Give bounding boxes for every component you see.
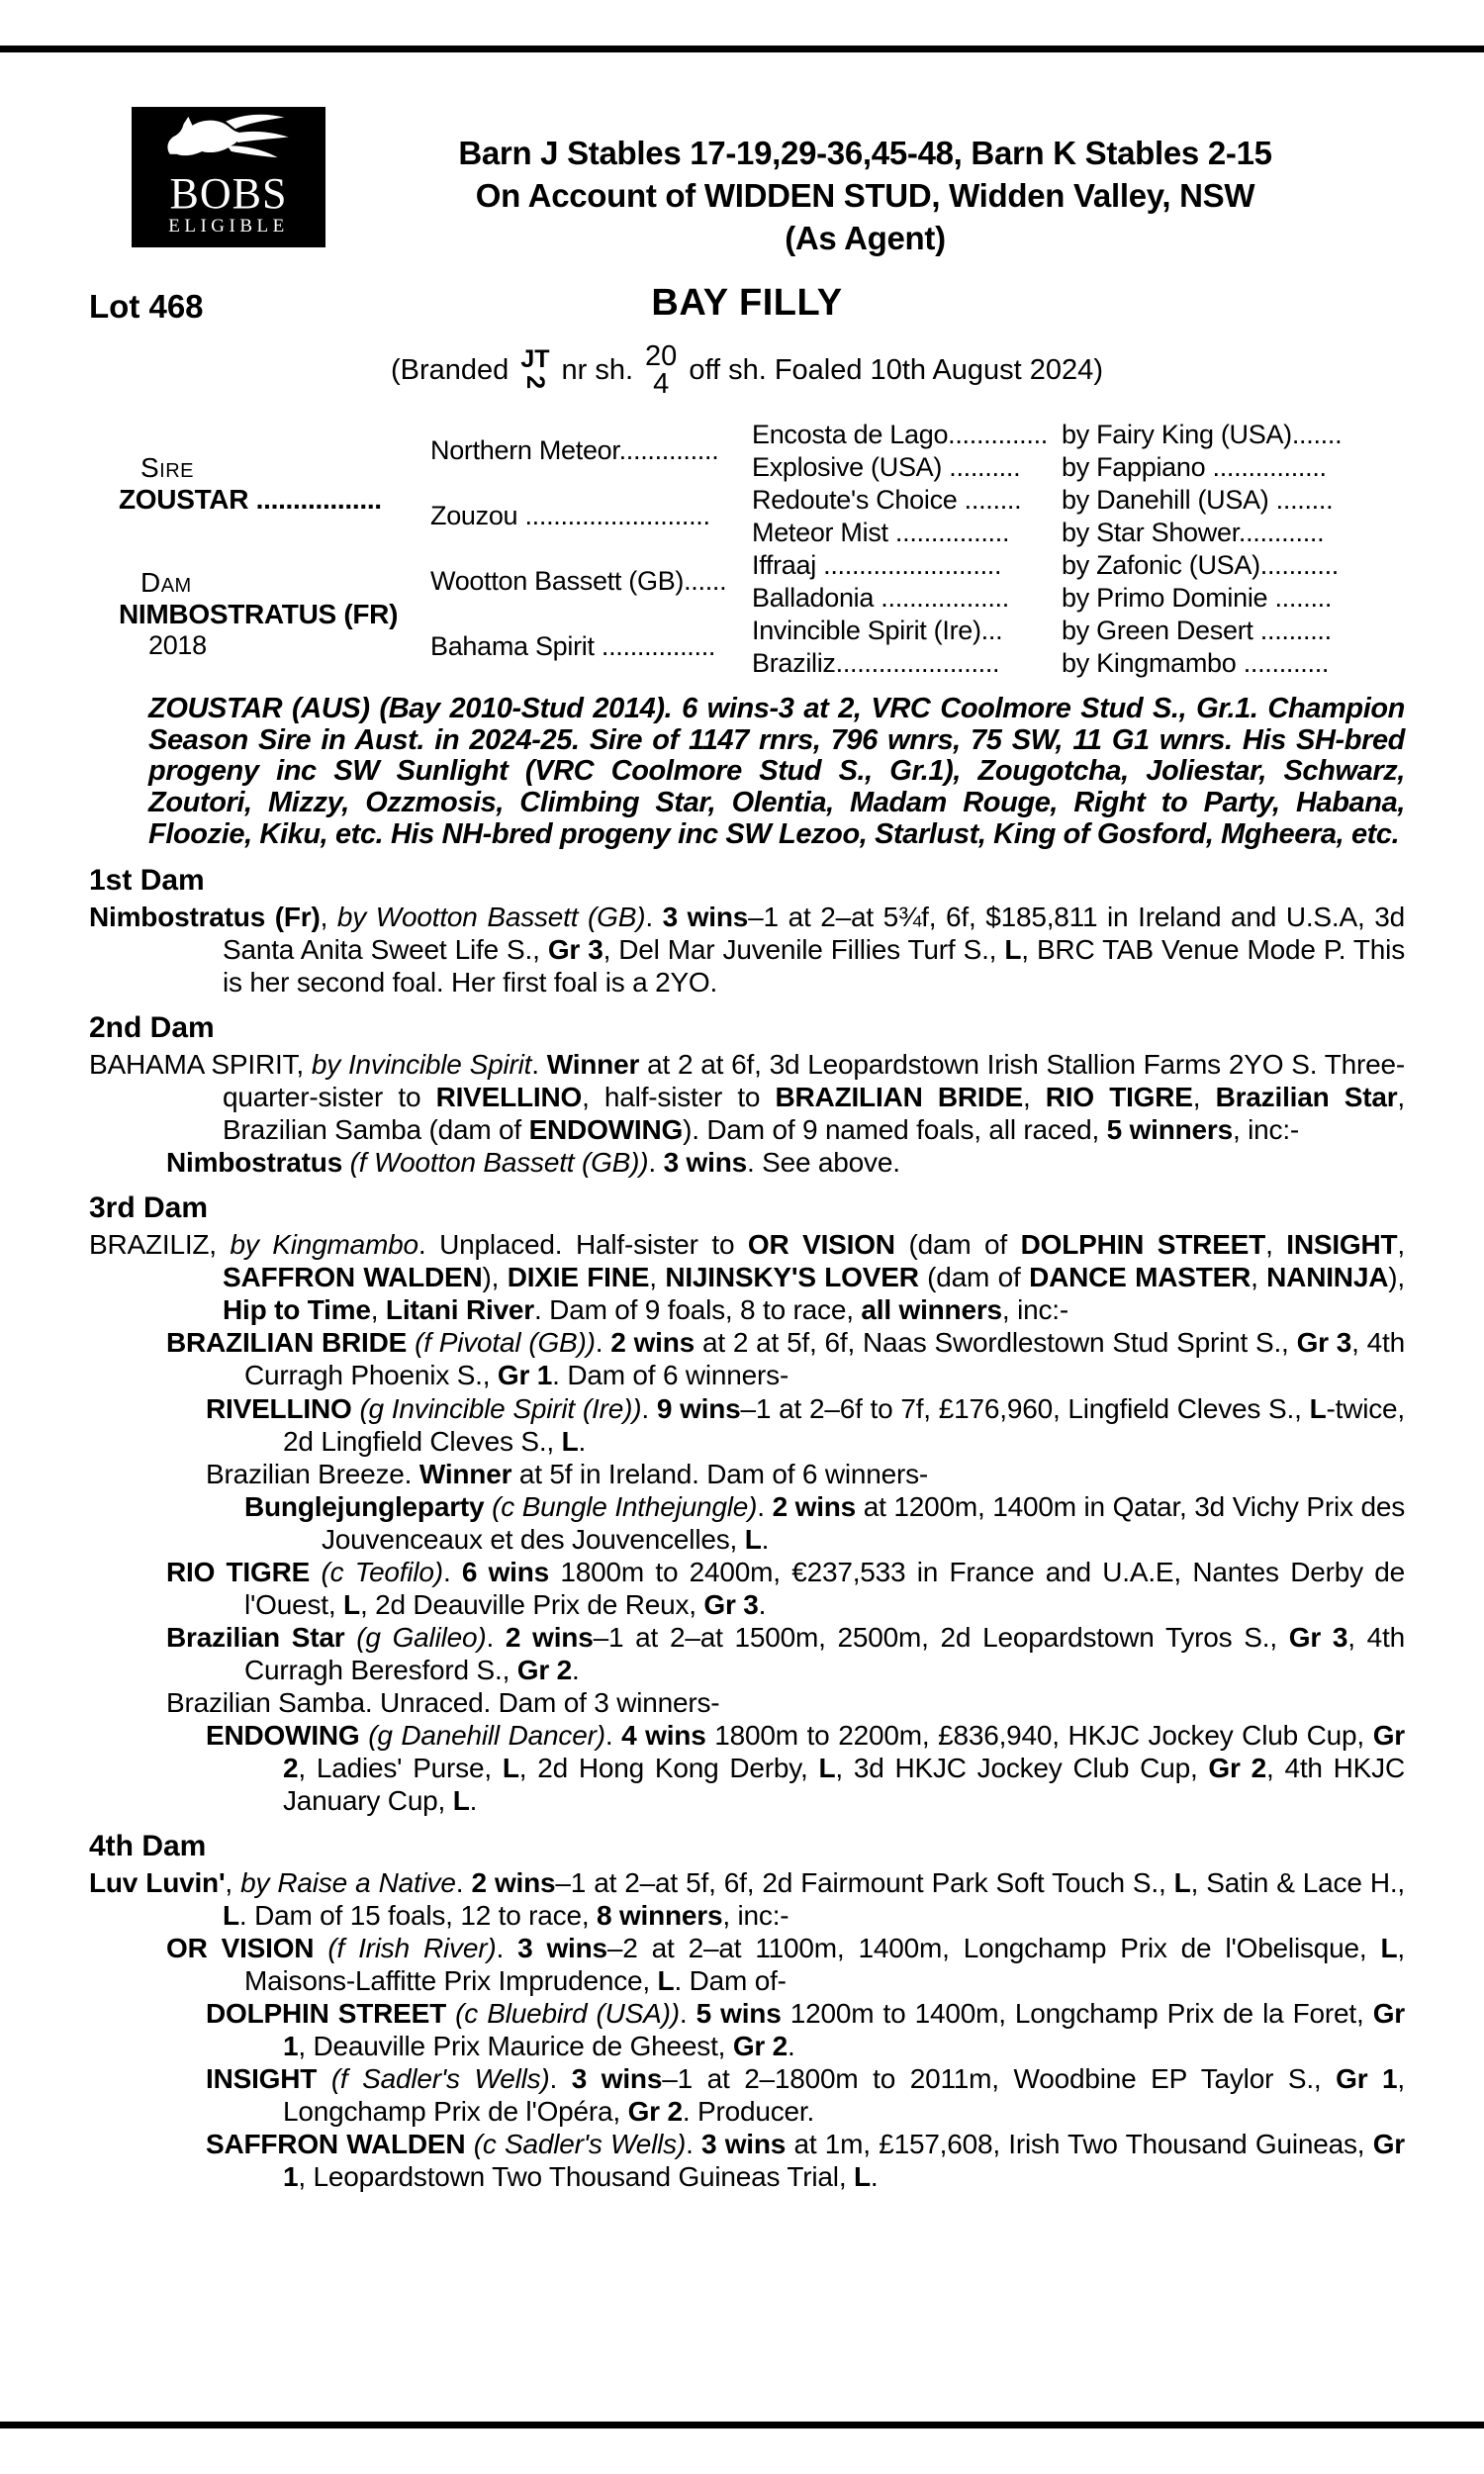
brand-letters: JT (520, 345, 550, 374)
progeny-entry: SAFFRON WALDEN (c Sadler's Wells). 3 wins at 1m, £157,608, Irish Two Thousand Guineas, Gr 1, Leopardstown Two Thousand Guineas Trial, L. (206, 2129, 1405, 2193)
lot-title-row (89, 282, 1405, 332)
progeny-entry: RIVELLINO (g Invincible Spirit (Ire)). 9 wins–1 at 2–6f to 7f, £176,960, Lingfield Cleves S., L-twice, 2d Lingfield Cleves S., L. (206, 1392, 1405, 1457)
gen3-ancestor: Braziliz....................... (752, 647, 1000, 678)
nearside-label: nr sh. (561, 354, 634, 387)
foaled-line: off sh. Foaled 10th August 2024) (689, 354, 1103, 387)
progeny-entry: Nimbostratus (f Wootton Bassett (GB)). 3 wins. See above. (166, 1147, 900, 1179)
logo-name: BOBS (169, 169, 288, 218)
sire-summary: ZOUSTAR (AUS) (Bay 2010-Stud 2014). 6 wins-3 at 2, VRC Coolmore Stud S., Gr.1. Champion Season Sire in Aust. in 2024-25. Sire of 1147 rnrs, 796 wnrs, 75 SW, 11 G1 wnrs. His SH-bred progeny inc SW Sunlight (VRC Coolmore Stud S., Gr.1), Zougotcha, Joliestar, Schwarz, Zoutori, Mizzy, Ozzmosis, Climbing Star, Olentia, Madam Rouge, Right to Party, Habana, Floozie, Kiku, etc. His NH-bred progeny inc SW Lezoo, Starlust, King of Gosford, Mgheera, etc. (148, 692, 1405, 851)
gen3-ancestor: Iffraaj ......................... (752, 549, 1002, 580)
gen3-ancestor: Explosive (USA) .......... (752, 451, 1021, 482)
branding-line (89, 333, 1405, 409)
vendor-line: On Account of WIDDEN STUD, Widden Valley, NSW (475, 176, 1255, 214)
gen4-sire: by Fairy King (USA)....... (1062, 419, 1343, 449)
gen4-sire: by Star Shower............ (1062, 517, 1325, 547)
brand-year-bottom: 4 (653, 367, 670, 400)
dam-cell (89, 549, 430, 680)
progeny-entry: Brazilian Star (g Galileo). 2 wins–1 at 2–at 1500m, 2500m, 2d Leopardstown Tyros S., Gr 3, 4th Curragh Beresford S., Gr 2. (166, 1621, 1405, 1685)
progeny-entry: ENDOWING (g Danehill Dancer). 4 wins 1800m to 2200m, £836,940, HKJC Jockey Club Cup, Gr 2, Ladies' Purse, L, 2d Hong Kong Derby, L, 3d HKJC Jockey Club Cup, Gr 2, 4th HKJC January Cup, L. (206, 1719, 1405, 1816)
bottom-rule (0, 2422, 1484, 2428)
vendor-block (325, 107, 1405, 260)
section-heading: 3rd Dam (89, 1191, 209, 1225)
progeny-entry: OR VISION (f Irish River). 3 wins–2 at 2–at 1100m, 1400m, Longchamp Prix de l'Obelisque, L, Maisons-Laffitte Prix Imprudence, L. Dam of- (166, 1932, 1405, 1996)
gen4-sire: by Primo Dominie ........ (1062, 582, 1333, 613)
dam-section-3 (89, 1191, 1405, 1817)
section-heading: 4th Dam (89, 1829, 207, 1862)
masthead (89, 107, 1405, 260)
second-dam: Bahama Spirit ................ (430, 631, 716, 662)
page-title: BAY FILLY (651, 281, 843, 324)
dam-paragraph: BRAZILIZ, by Kingmambo. Unplaced. Half-sister to OR VISION (dam of DOLPHIN STREET, INSIGHT, SAFFRON WALDEN), DIXIE FINE, NIJINSKY'S LOVER (dam of DANCE MASTER, NANINJA), Hip to Time, Litani River. Dam of 9 foals, 8 to race, all winners, inc:- (89, 1229, 1406, 1326)
nearside-brand-mark (520, 345, 550, 393)
gen4-sire: by Danehill (USA) ........ (1062, 484, 1334, 515)
granddam: Zouzou .......................... (430, 501, 710, 531)
bobs-eligible-logo (132, 107, 325, 247)
gen3-ancestor: Redoute's Choice ........ (752, 484, 1022, 515)
dam-paragraph: Nimbostratus (Fr), by Wootton Bassett (GB). 3 wins–1 at 2–at 5¾f, 6f, $185,811 in Ireland and U.S.A, 3d Santa Anita Sweet Life S., Gr 3, Del Mar Juvenile Fillies Turf S., L, BRC TAB Venue Mode P. This is her second foal. Her first foal is a 2YO. (89, 902, 1405, 999)
gen3-ancestor: Encosta de Lago.............. (752, 419, 1048, 449)
catalogue-page (89, 107, 1405, 2193)
dam-paragraph: BAHAMA SPIRIT, by Invincible Spirit. Winner at 2 at 6f, 3d Leopardstown Irish Stallion Farms 2YO S. Three-quarter-sister to RIVELLINO, half-sister to BRAZILIAN BRIDE, RIO TIGRE, Brazilian Star, Brazilian Samba (dam of ENDOWING). Dam of 9 named foals, all raced, 5 winners, inc:- (89, 1049, 1405, 1146)
lot-number: Lot 468 (89, 287, 204, 325)
dam-paragraph: Luv Luvin', by Raise a Native. 2 wins–1 at 2–at 5f, 6f, 2d Fairmount Park Soft Touch S., L, Satin & Lace H., L. Dam of 15 foals, 12 to race, 8 winners, inc:- (89, 1866, 1405, 1931)
dam-year: 2018 (148, 630, 207, 661)
gen3-ancestor: Meteor Mist ................ (752, 517, 1010, 547)
brand-numeral: 2 (521, 374, 550, 389)
agent-line: (As Agent) (785, 219, 946, 256)
brand-year-top: 20 (645, 340, 678, 373)
dam-name: NIMBOSTRATUS (FR) (119, 599, 399, 630)
progeny-entry: BRAZILIAN BRIDE (f Pivotal (GB)). 2 wins at 2 at 5f, 6f, Naas Swordlestown Stud Sprint S., Gr 3, 4th Curragh Phoenix S., Gr 1. Dam of 6 winners- (166, 1327, 1405, 1391)
sire-label: Sire (140, 451, 195, 483)
grandsire: Northern Meteor.............. (430, 435, 719, 466)
branded-prefix: (Branded (391, 354, 510, 387)
progeny-entry: RIO TIGRE (c Teofilo). 6 wins 1800m to 2400m, €237,533 in France and U.A.E, Nantes Derby de l'Ouest, L, 2d Deauville Prix de Reux, Gr 3. (166, 1556, 1405, 1620)
sire-name: ZOUSTAR ................. (119, 483, 382, 515)
section-heading: 2nd Dam (89, 1011, 215, 1045)
dam-section-4 (89, 1830, 1405, 2193)
horse-head-icon (151, 112, 306, 173)
top-rule (0, 46, 1484, 52)
gen3-ancestor: Balladonia .................. (752, 582, 1009, 613)
pedigree-table (89, 419, 1405, 680)
progeny-entry: Brazilian Breeze. Winner at 5f in Ireland. Dam of 6 winners- (206, 1458, 929, 1489)
barn-line: Barn J Stables 17-19,29-36,45-48, Barn K Stables 2-15 (458, 135, 1272, 171)
progeny-entry: DOLPHIN STREET (c Bluebird (USA)). 5 wins 1200m to 1400m, Longchamp Prix de la Foret, Gr 1, Deauville Prix Maurice de Gheest, Gr 2. (206, 1998, 1405, 2062)
progeny-entry: INSIGHT (f Sadler's Wells). 3 wins–1 at 2–1800m to 2011m, Woodbine EP Taylor S., Gr 1, Longchamp Prix de l'Opéra, Gr 2. Producer. (206, 2063, 1405, 2128)
dam-section-1 (89, 864, 1405, 999)
progeny-entry: Brazilian Samba. Unraced. Dam of 3 winners- (166, 1686, 720, 1718)
progeny-entry: Bunglejungleparty (c Bungle Inthejungle). 2 wins at 1200m, 1400m in Qatar, 3d Vichy Prix des Jouvenceaux et des Jouvencelles, L. (244, 1490, 1405, 1555)
gen4-sire: by Green Desert .......... (1062, 615, 1332, 645)
gen3-ancestor: Invincible Spirit (Ire)... (752, 615, 1003, 645)
dam-label: Dam (140, 567, 192, 599)
gen4-sire: by Zafonic (USA)........... (1062, 549, 1339, 580)
section-heading: 1st Dam (89, 864, 205, 898)
offside-brand-mark (645, 340, 678, 400)
gen4-sire: by Kingmambo ............ (1062, 647, 1330, 678)
damsire: Wootton Bassett (GB)...... (430, 566, 727, 597)
gen4-sire: by Fappiano ................ (1062, 451, 1327, 482)
dam-section-2 (89, 1011, 1405, 1179)
sire-cell (89, 419, 430, 549)
logo-tagline: ELIGIBLE (168, 216, 289, 237)
